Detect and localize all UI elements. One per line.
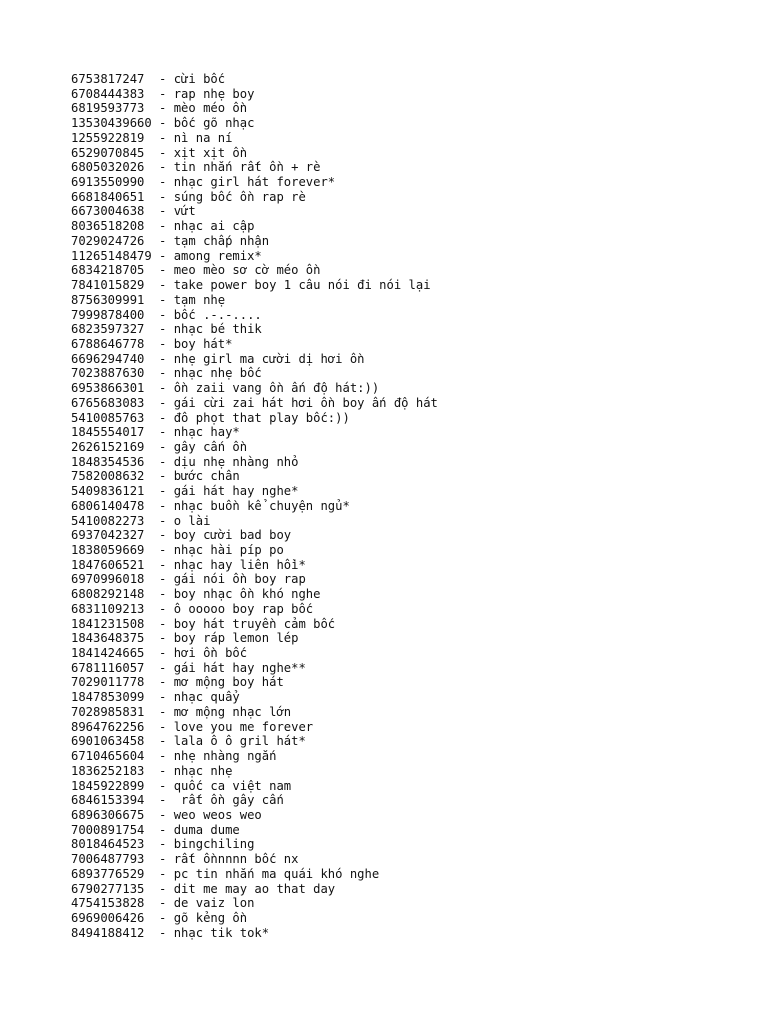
text-line: 4754153828 - de vaiz lon bbox=[71, 896, 255, 911]
text-line: 5410082273 - o lài bbox=[71, 513, 211, 528]
text-line: 7023887630 - nhạc nhẹ bốc bbox=[71, 366, 262, 381]
text-line: 8964762256 - love you me forever bbox=[71, 719, 314, 734]
text-line: 7000891754 - duma dume bbox=[71, 822, 240, 837]
text-line: 6753817247 - cừi bốc bbox=[71, 72, 226, 86]
text-line: 1847853099 - nhạc quẩy bbox=[71, 690, 240, 705]
text-line: 5409836121 - gái hát hay nghe* bbox=[71, 484, 299, 499]
text-line: 8494188412 - nhạc tik tok* bbox=[71, 925, 270, 940]
text-line: 1845922899 - quốc ca việt nam bbox=[71, 778, 292, 793]
text-line: 8756309991 - tạm nhẹ bbox=[71, 292, 226, 307]
text-line: 6681840651 - súng bốc ồn rap rè bbox=[71, 189, 306, 204]
text-line: 1845554017 - nhạc hay* bbox=[71, 425, 240, 440]
text-line: 1843648375 - boy ráp lemon lép bbox=[71, 631, 299, 646]
text-line: 6834218705 - meo mèo sơ cờ méo ồn bbox=[71, 263, 321, 278]
text-line: 6808292148 - boy nhạc ồn khó nghe bbox=[71, 587, 321, 602]
text-line: 6805032026 - tin nhắn rất ồn + rè bbox=[71, 160, 321, 175]
text-line: 6790277135 - dit me may ao that day bbox=[71, 881, 336, 896]
text-line: 1841231508 - boy hát truyền cảm bốc bbox=[71, 616, 336, 631]
text-line: 6819593773 - mèo méo ồn bbox=[71, 101, 248, 116]
text-line: 1847606521 - nhạc hay liên hồi* bbox=[71, 557, 306, 572]
text-line: 2626152169 - gây cấn ồn bbox=[71, 439, 248, 454]
text-line: 1848354536 - dịu nhẹ nhàng nhỏ bbox=[71, 454, 299, 469]
text-line: 6765683083 - gái cừi zai hát hơi ồn boy ấn độ hát bbox=[71, 395, 438, 410]
text-line: 6969006426 - gõ kẻng ồn bbox=[71, 910, 248, 925]
text-line: 1838059669 - nhạc hài píp po bbox=[71, 543, 284, 557]
text-line: 6781116057 - gái hát hay nghe** bbox=[71, 660, 306, 675]
text-line: 8036518208 - nhạc ai cập bbox=[71, 219, 255, 234]
document-text bbox=[71, 72, 751, 940]
text-line: 7006487793 - rất ồnnnnn bốc nx bbox=[71, 852, 299, 867]
text-line: 7582008632 - bước chân bbox=[71, 469, 240, 484]
text-line: 6970996018 - gái nói ồn boy rap bbox=[71, 572, 306, 587]
text-line: 6708444383 - rap nhẹ boy bbox=[71, 86, 255, 101]
text-line: 6529070845 - xịt xịt ồn bbox=[71, 145, 248, 160]
text-line: 7841015829 - take power boy 1 câu nói đi nói lại bbox=[71, 278, 431, 293]
text-line: 8018464523 - bingchiling bbox=[71, 837, 255, 852]
text-line: 6901063458 - lala ô ô gril hát* bbox=[71, 734, 306, 749]
text-line: 6846153394 - rất ồn gây cấn bbox=[71, 793, 284, 808]
text-line: 7029011778 - mơ mộng boy hát bbox=[71, 675, 284, 690]
text-line: 6937042327 - boy cười bad boy bbox=[71, 528, 292, 543]
text-line: 1255922819 - nì na ní bbox=[71, 130, 233, 145]
text-line: 7029024726 - tạm chấp nhận bbox=[71, 233, 270, 248]
text-line: 1841424665 - hơi ồn bốc bbox=[71, 646, 248, 661]
text-line: 6913550990 - nhạc girl hát forever* bbox=[71, 175, 336, 190]
text-line: 7028985831 - mơ mộng nhạc lớn bbox=[71, 704, 292, 719]
text-line: 6696294740 - nhẹ girl ma cười dị hơi ồn bbox=[71, 351, 365, 366]
text-line: 6806140478 - nhạc buồn kể chuyện ngủ* bbox=[71, 498, 350, 513]
text-line: 13530439660 - bốc gõ nhạc bbox=[71, 116, 255, 131]
text-line: 11265148479 - among remix* bbox=[71, 248, 262, 263]
text-line: 6896306675 - weo weos weo bbox=[71, 807, 262, 822]
text-line: 6893776529 - pc tin nhắn ma quái khó nghe bbox=[71, 866, 380, 881]
text-line: 5410085763 - đô phọt that play bốc:)) bbox=[71, 410, 350, 425]
text-line: 6673004638 - vứt bbox=[71, 204, 196, 219]
text-line: 6710465604 - nhẹ nhàng ngắn bbox=[71, 749, 277, 764]
text-line: 6823597327 - nhạc bé thik bbox=[71, 322, 262, 337]
text-line: 6953866301 - ồn zaii vang ồn ấn độ hát:)) bbox=[71, 381, 380, 396]
text-line: 6831109213 - ô ooooo boy rap bốc bbox=[71, 601, 314, 616]
text-line: 7999878400 - bốc .-.-.... bbox=[71, 307, 262, 322]
text-line: 6788646778 - boy hát* bbox=[71, 336, 233, 351]
text-line: 1836252183 - nhạc nhẹ bbox=[71, 763, 233, 778]
